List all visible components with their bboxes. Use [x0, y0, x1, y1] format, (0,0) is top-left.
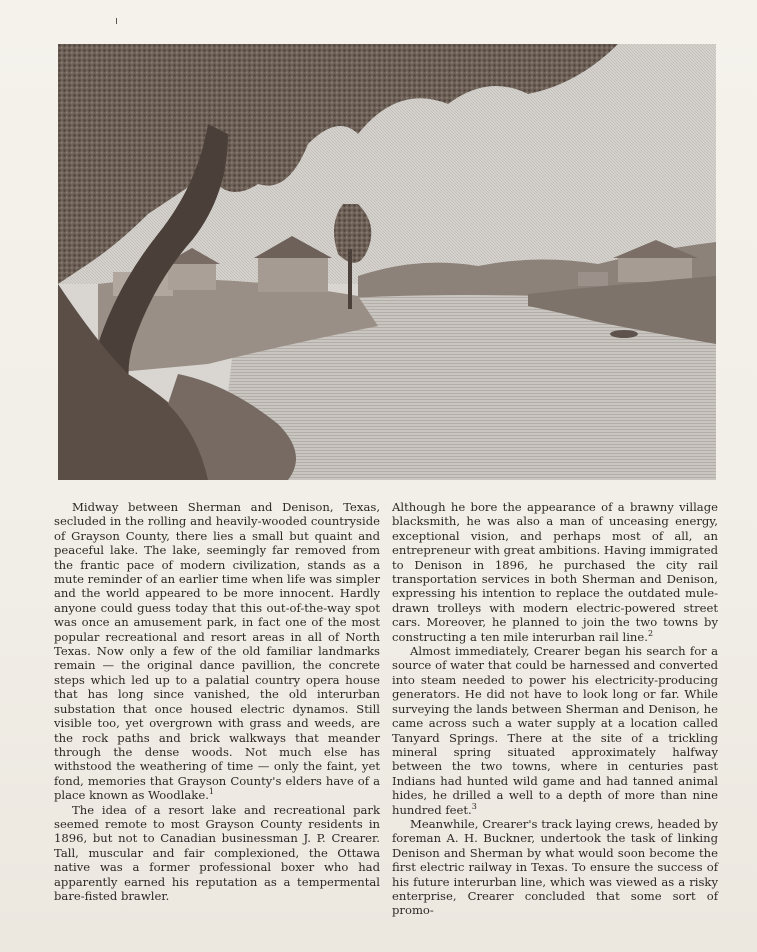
footnote-1: 1 — [208, 787, 214, 797]
paragraph-3: Although he bore the appearance of a brawny village blacksmith, he was also a man of unceasing energy, exceptional vision, and perhaps most of all, an entrepreneur with great ambitions. Having immigrated to Denison in 1896, he purchased the city rail transportation services in both Sherman and Denison, expressing his intention to replace the outdated mule-drawn trolleys with modern electric-powered street cars. Moreover, he planned to join the two towns by constructing a ten mile interurban rail line.$^2$ — [392, 500, 719, 644]
paragraph-5: Meanwhile, Crearer's track laying crews, headed by foreman A. H. Buckner, undertook the task of linking Denison and Sherman by what would soon become the first electric railway in Texas. To ensure the success of his future interurban line, which was viewed as a risky enterprise, Crearer concluded that some sort of promo- — [392, 816, 718, 918]
lake-illustration — [58, 44, 716, 480]
left-column — [54, 500, 380, 903]
paragraph-4: Almost immediately, Crearer began his search for a source of water that could be harnessed and converted into steam needed to power his electricity-producing generators. He did not have to look long or far. While surveying the lands between Sherman and Denison, he came across such a water supply at a location called Tanyard Springs. There at the site of a trickling mineral spring situated approximately halfway between the two towns, where in centuries past Indians had hunted wild game and had tanned animal hides, he drilled a well to a depth of more than nine hundred feet.$^3$ — [392, 644, 718, 817]
right-column — [392, 500, 719, 918]
footnote-2: 2 — [647, 628, 654, 638]
paragraph-2: The idea of a resort lake and recreational park seemed remote to most Grayson County residents in 1896, but not to Canadian businessman J. P. Crearer. Tall, muscular and fair complexioned, the Ottawa native was a former professional boxer who had apparently earned his reputation as a tempermental bare-fisted brawler. — [54, 802, 380, 903]
article-text — [54, 500, 719, 918]
page-mark — [116, 18, 117, 24]
footnote-3: 3 — [471, 801, 477, 811]
paragraph-1: Midway between Sherman and Denison, Texas, secluded in the rolling and heavily-wooded countryside of Grayson County, there lies a small but quaint and peaceful lake. The lake, seemingly far removed from the frantic pace of modern civilization, stands as a mute reminder of an earlier time when life was simpler and the world appeared to be more innocent. Hardly anyone could guess today that this out-of-the-way spot was once an amusement park, in fact one of the most popular recreational and resort areas in all of North Texas. Now only a few of the old familiar landmarks remain — the original dance pavillion, the concrete steps which led up to a palatial country opera house that has long since vanished, the old interurban substation that once housed electric dynamos. Still visible too, yet overgrown with grass and weeds, are the rock paths and brick walkways that meander through the dense woods. Not much else has withstood the weathering of time — only the faint, yet fond, memories that Grayson County's elders have of a place known as Woodlake.$^1$ — [54, 500, 380, 803]
